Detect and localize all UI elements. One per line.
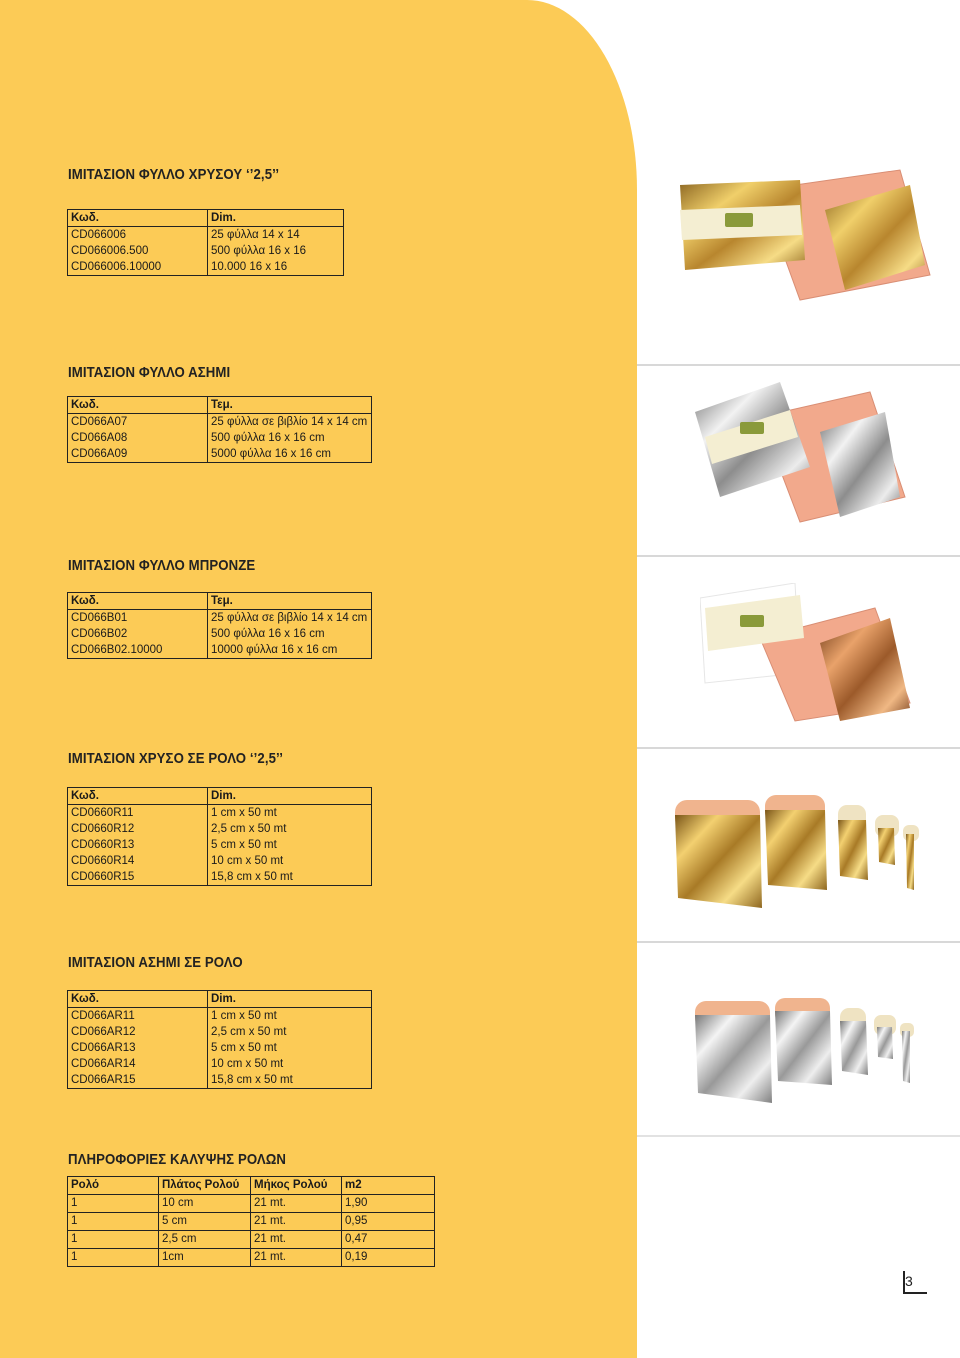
table-row: CD066006.10000 10.000 16 x 16 [68,259,344,276]
table-row: CD066B02.10000 10000 φύλλα 16 x 16 cm [68,642,372,659]
separator-line [637,1135,960,1137]
coverage-header-length: Μήκος Ρολού [251,1177,342,1195]
table-row: CD0660R11 1 cm x 50 mt [68,805,372,822]
section-title-silver-leaf: ΙΜΙΤΑΣΙΟΝ ΦΥΛΛΟ ΑΣΗΜΙ [68,364,231,381]
table-row: 1 10 cm 21 mt. 1,90 [68,1195,435,1213]
section-title-gold-leaf: ΙΜΙΤΑΣΙΟΝ ΦΥΛΛΟ ΧΡΥΣΟΥ ‘’2,5’’ [68,166,280,183]
table-row: CD066006 25 φύλλα 14 x 14 [68,227,344,244]
table-header-qty: Τεμ. [208,593,372,610]
gold-leaf-table [67,209,344,276]
coverage-header-roll: Ρολό [68,1177,159,1195]
table-header-qty: Τεμ. [208,397,372,414]
table-row: CD066AR13 5 cm x 50 mt [68,1040,372,1056]
table-row: CD066B01 25 φύλλα σε βιβλίο 14 x 14 cm [68,610,372,627]
section-title-gold-roll: ΙΜΙΤΑΣΙΟΝ ΧΡΥΣΟ ΣΕ ΡΟΛΟ ‘’2,5’’ [68,750,284,767]
table-row: CD066AR12 2,5 cm x 50 mt [68,1024,372,1040]
table-row: CD0660R14 10 cm x 50 mt [68,853,372,869]
separator-line [637,747,960,749]
bronze-leaf-table [67,592,372,659]
table-row: CD066AR15 15,8 cm x 50 mt [68,1072,372,1089]
section-title-bronze-leaf: ΙΜΙΤΑΣΙΟΝ ΦΥΛΛΟ ΜΠΡΟΝΖΕ [68,557,256,574]
table-header-code: Κωδ. [68,593,208,610]
table-row: 1 5 cm 21 mt. 0,95 [68,1213,435,1231]
table-row: 1 2,5 cm 21 mt. 0,47 [68,1231,435,1249]
separator-line [637,941,960,943]
gold-rolls-image [670,790,940,920]
coverage-header-m2: m2 [342,1177,435,1195]
section-title-coverage: ΠΛΗΡΟΦΟΡΙΕΣ ΚΑΛΥΨΗΣ ΡΟΛΩΝ [68,1151,287,1168]
table-row: CD0660R15 15,8 cm x 50 mt [68,869,372,886]
bronze-leaf-book-image [700,583,920,723]
table-row: 1 1cm 21 mt. 0,19 [68,1249,435,1267]
table-header-code: Κωδ. [68,991,208,1008]
silver-roll-table [67,990,372,1089]
page-number: 3 [905,1273,913,1289]
silver-rolls-image [690,993,930,1113]
coverage-header-width: Πλάτος Ρολού [159,1177,251,1195]
table-row: CD066AR11 1 cm x 50 mt [68,1008,372,1025]
table-row: CD066AR14 10 cm x 50 mt [68,1056,372,1072]
table-row: CD066B02 500 φύλλα 16 x 16 cm [68,626,372,642]
table-row: CD066A07 25 φύλλα σε βιβλίο 14 x 14 cm [68,414,372,431]
separator-line [637,364,960,366]
gold-leaf-book-image [670,165,940,305]
silver-leaf-book-image [690,382,920,527]
silver-leaf-table [67,396,372,463]
coverage-table [67,1176,435,1267]
table-header-code: Κωδ. [68,397,208,414]
table-row: CD066A08 500 φύλλα 16 x 16 cm [68,430,372,446]
separator-line [637,555,960,557]
table-header-dim: Dim. [208,991,372,1008]
section-title-silver-roll: ΙΜΙΤΑΣΙΟΝ ΑΣΗΜΙ ΣΕ ΡΟΛΟ [68,954,243,971]
gold-roll-table [67,787,372,886]
table-row: CD0660R13 5 cm x 50 mt [68,837,372,853]
table-header-code: Κωδ. [68,210,208,227]
page-number-bracket [903,1292,927,1294]
table-row: CD066006.500 500 φύλλα 16 x 16 [68,243,344,259]
table-header-dim: Dim. [208,210,344,227]
table-row: CD0660R12 2,5 cm x 50 mt [68,821,372,837]
table-header-dim: Dim. [208,788,372,805]
table-row: CD066A09 5000 φύλλα 16 x 16 cm [68,446,372,463]
table-header-code: Κωδ. [68,788,208,805]
